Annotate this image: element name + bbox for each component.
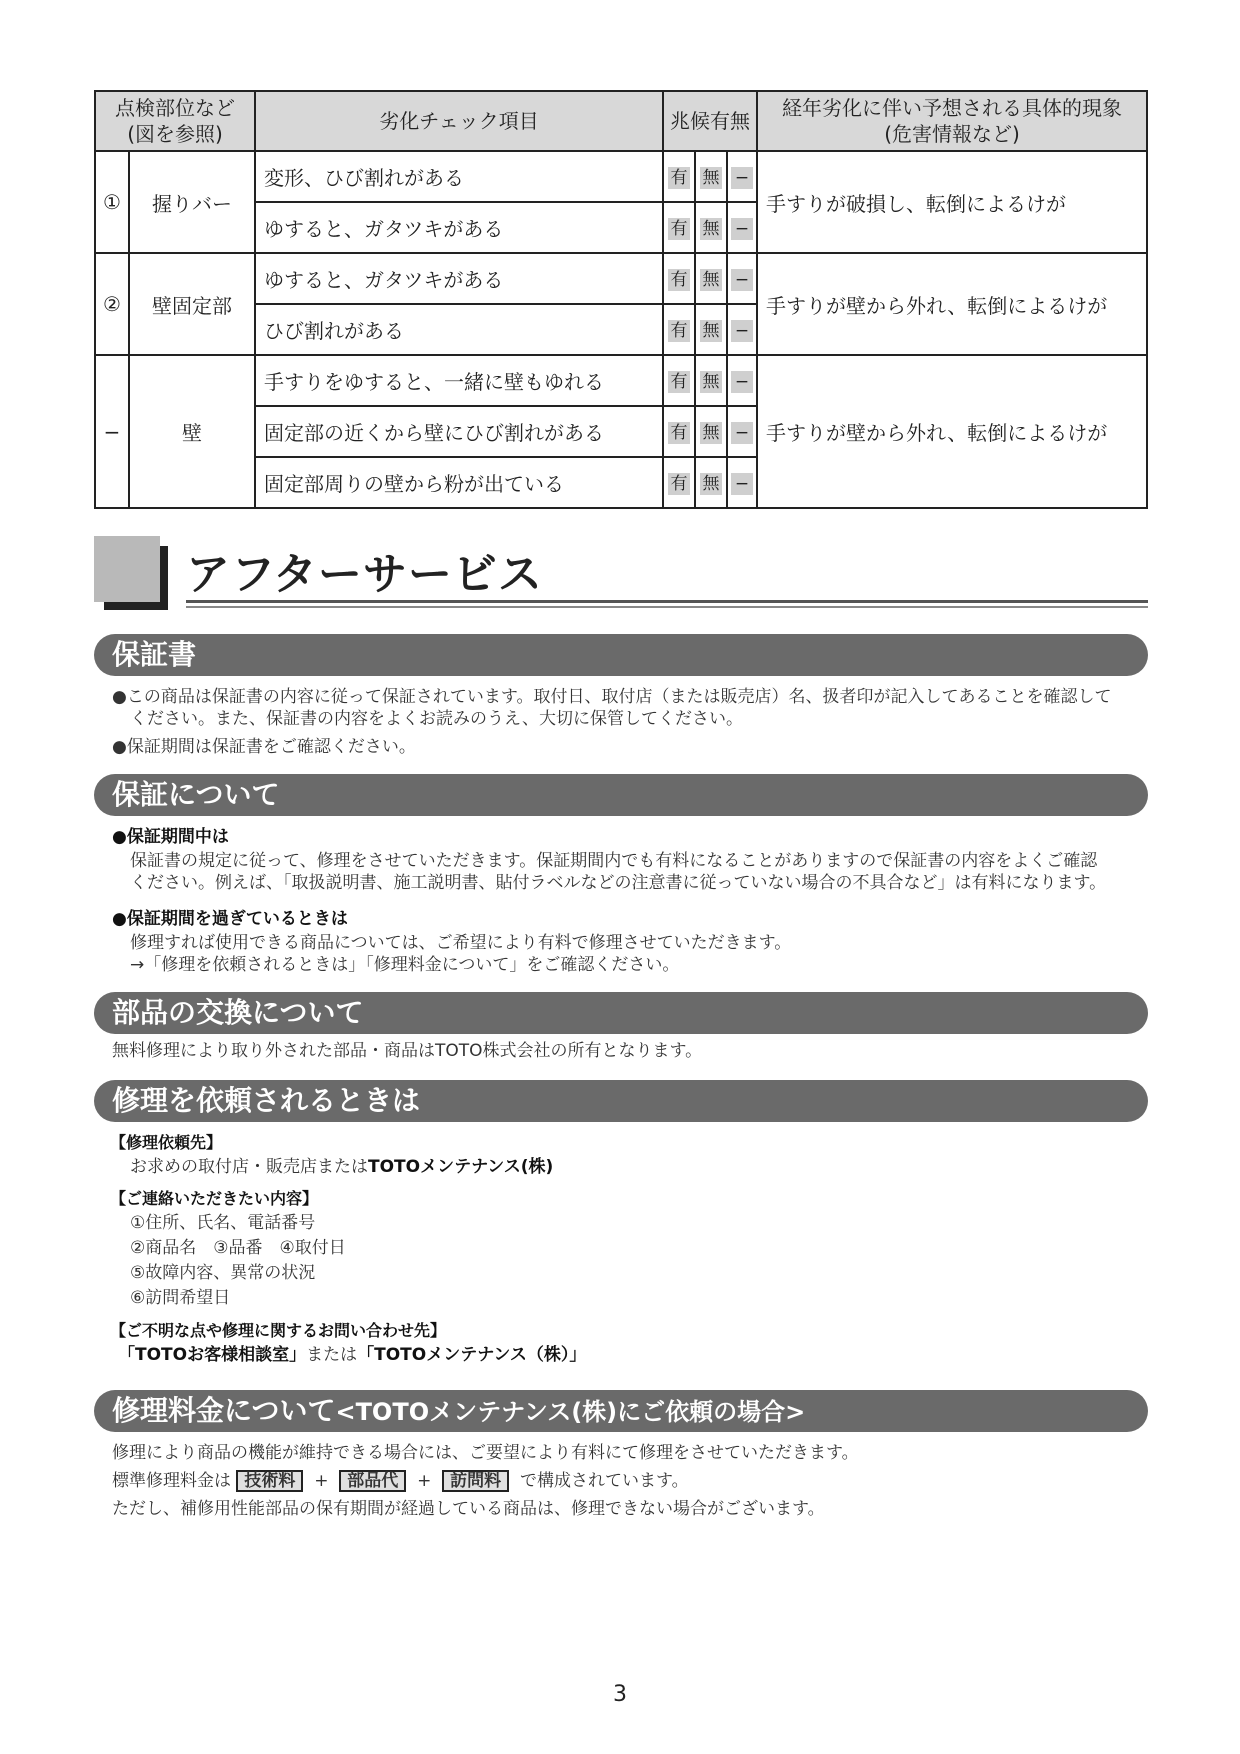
warranty-after-line-1: 修理すれば使用できる商品については、ご希望により有料で修理させていただきます。	[130, 933, 792, 953]
section-fee-title	[94, 1390, 1148, 1432]
warranty-during-line-1: 保証書の規定に従って、修理をさせていただきます。保証期間内でも有料になることがありますので保証書の内容をよくご確認	[130, 851, 1098, 871]
sign-cell-no	[695, 355, 727, 406]
sign-cell-na	[727, 457, 757, 508]
page-number: 3	[613, 1682, 627, 1707]
sign-mark-na: −	[731, 473, 753, 495]
repair-dest-heading: 【修理依頼先】	[110, 1133, 223, 1152]
inquiry-toto-consult: 「TOTOお客様相談室」	[118, 1345, 307, 1365]
title-decoration	[160, 546, 168, 610]
fee-box-parts: 部品代	[339, 1470, 406, 1492]
header-phenomenon: 経年劣化に伴い予想される具体的現象 (危害情報など)	[757, 91, 1147, 151]
warranty-card-bullet-1-cont: ください。また、保証書の内容をよくお読みのうえ、大切に保管してください。	[130, 709, 744, 729]
row-location: 壁	[129, 355, 255, 508]
check-item: 変形、ひび割れがある	[255, 151, 663, 202]
header-check-item: 劣化チェック項目	[255, 91, 663, 151]
sign-mark-no: 無	[700, 167, 722, 189]
row-phenomenon: 手すりが破損し、転倒によるけが	[757, 151, 1147, 253]
sign-cell-yes	[663, 457, 695, 508]
warranty-after-heading: ●保証期間を過ぎているときは	[112, 909, 348, 929]
sign-mark-no: 無	[700, 320, 722, 342]
row-number: −	[95, 355, 129, 508]
inquiry-heading: 【ご不明な点や修理に関するお問い合わせ先】	[110, 1321, 447, 1340]
table-row	[95, 355, 1147, 406]
section-warranty-card-title: 保証書	[94, 634, 1148, 676]
sign-mark-na: −	[731, 371, 753, 393]
sign-mark-na: −	[731, 218, 753, 240]
sign-mark-yes: 有	[668, 422, 690, 444]
fee-line-2-prefix: 標準修理料金は	[112, 1471, 231, 1491]
sign-mark-no: 無	[700, 269, 722, 291]
contact-line-2: ②商品名 ③品番 ④取付日	[130, 1238, 346, 1258]
degradation-check-table	[94, 90, 1148, 509]
fee-line-3: ただし、補修用性能部品の保有期間が経過している商品は、修理できない場合がございます。	[112, 1499, 825, 1519]
sign-cell-yes	[663, 355, 695, 406]
sign-cell-no	[695, 457, 727, 508]
warranty-card-bullet-1: ●この商品は保証書の内容に従って保証されています。取付日、取付店（または販売店）名、扱者印が記入してあることを確認して	[112, 687, 1112, 707]
title-decoration	[104, 602, 168, 610]
sign-mark-yes: 有	[668, 218, 690, 240]
sign-cell-na	[727, 406, 757, 457]
check-item: ひび割れがある	[255, 304, 663, 355]
sign-mark-na: −	[731, 320, 753, 342]
sign-mark-na: −	[731, 167, 753, 189]
sign-cell-no	[695, 151, 727, 202]
sign-cell-no	[695, 304, 727, 355]
header-location: 点検部位など (図を参照)	[95, 91, 255, 151]
sign-mark-yes: 有	[668, 167, 690, 189]
header-sign: 兆候有無	[663, 91, 757, 151]
repair-dest-line	[130, 1156, 553, 1178]
fee-line-2-suffix: で構成されています。	[519, 1471, 689, 1491]
after-service-heading	[94, 536, 1148, 616]
repair-dest-company: TOTOメンテナンス(株)	[368, 1157, 554, 1177]
row-location: 握りバー	[129, 151, 255, 253]
sign-mark-yes: 有	[668, 320, 690, 342]
table-row	[95, 151, 1147, 202]
row-phenomenon: 手すりが壁から外れ、転倒によるけが	[757, 355, 1147, 508]
fee-box-tech: 技術料	[236, 1470, 303, 1492]
sign-cell-yes	[663, 406, 695, 457]
sign-cell-na	[727, 304, 757, 355]
contact-line-3: ⑤故障内容、異常の状況	[130, 1263, 316, 1283]
row-number: ②	[95, 253, 129, 355]
row-location: 壁固定部	[129, 253, 255, 355]
check-item: ゆすると、ガタツキがある	[255, 202, 663, 253]
sign-cell-na	[727, 253, 757, 304]
sign-cell-yes	[663, 151, 695, 202]
section-parts-title: 部品の交換について	[94, 992, 1148, 1034]
fee-box-visit: 訪問料	[442, 1470, 509, 1492]
warranty-during-line-2: ください。例えば、「取扱説明書、施工説明書、貼付ラベルなどの注意書に従っていない場合の不具合など」は有料になります。	[130, 873, 1107, 893]
table-row	[95, 253, 1147, 304]
sign-cell-yes	[663, 304, 695, 355]
inquiry-or: または	[306, 1345, 358, 1365]
check-item: ゆすると、ガタツキがある	[255, 253, 663, 304]
warranty-card-bullet-2: ●保証期間は保証書をご確認ください。	[112, 737, 416, 757]
repair-dest-prefix: お求めの取付店・販売店または	[130, 1157, 368, 1177]
sign-mark-no: 無	[700, 422, 722, 444]
plus-sign: +	[314, 1471, 329, 1491]
sign-mark-no: 無	[700, 473, 722, 495]
warranty-after-line-2: →「修理を依頼されるときは」「修理料金について」をご確認ください。	[130, 955, 680, 975]
sign-cell-no	[695, 202, 727, 253]
check-item: 固定部の近くから壁にひび割れがある	[255, 406, 663, 457]
contact-line-1: ①住所、氏名、電話番号	[130, 1213, 316, 1233]
plus-sign: +	[417, 1471, 432, 1491]
section-warranty-title: 保証について	[94, 774, 1148, 816]
warranty-during-heading: ●保証期間中は	[112, 827, 229, 847]
contact-heading: 【ご連絡いただきたい内容】	[110, 1189, 319, 1208]
title-square-icon	[94, 536, 160, 602]
sign-cell-yes	[663, 253, 695, 304]
row-phenomenon: 手すりが壁から外れ、転倒によるけが	[757, 253, 1147, 355]
fee-line-2	[112, 1470, 689, 1492]
sign-cell-yes	[663, 202, 695, 253]
sign-mark-yes: 有	[668, 269, 690, 291]
fee-title: 修理料金について	[112, 1394, 336, 1427]
sign-cell-no	[695, 406, 727, 457]
parts-text: 無料修理により取り外された部品・商品はTOTO株式会社の所有となります。	[112, 1041, 703, 1061]
sign-mark-no: 無	[700, 218, 722, 240]
row-number: ①	[95, 151, 129, 253]
title-rule	[186, 606, 1148, 608]
check-item: 手すりをゆすると、一緒に壁もゆれる	[255, 355, 663, 406]
sign-mark-no: 無	[700, 371, 722, 393]
fee-line-1: 修理により商品の機能が維持できる場合には、ご要望により有料にて修理をさせていただきます。	[112, 1443, 859, 1463]
sign-mark-yes: 有	[668, 371, 690, 393]
table-header-row	[95, 91, 1147, 151]
sign-cell-na	[727, 202, 757, 253]
sign-mark-yes: 有	[668, 473, 690, 495]
page-title: アフターサービス	[186, 549, 543, 600]
sign-cell-na	[727, 151, 757, 202]
check-item: 固定部周りの壁から粉が出ている	[255, 457, 663, 508]
sign-cell-na	[727, 355, 757, 406]
contact-line-4: ⑥訪問希望日	[130, 1288, 231, 1308]
sign-cell-no	[695, 253, 727, 304]
sign-mark-na: −	[731, 269, 753, 291]
inquiry-line	[118, 1344, 586, 1366]
sign-mark-na: −	[731, 422, 753, 444]
section-repair-request-title: 修理を依頼されるときは	[94, 1080, 1148, 1122]
fee-title-sub: <TOTOメンテナンス(株)にご依頼の場合>	[335, 1398, 806, 1426]
inquiry-toto-maintenance: 「TOTOメンテナンス（株）」	[357, 1345, 587, 1365]
title-rule	[186, 600, 1148, 603]
